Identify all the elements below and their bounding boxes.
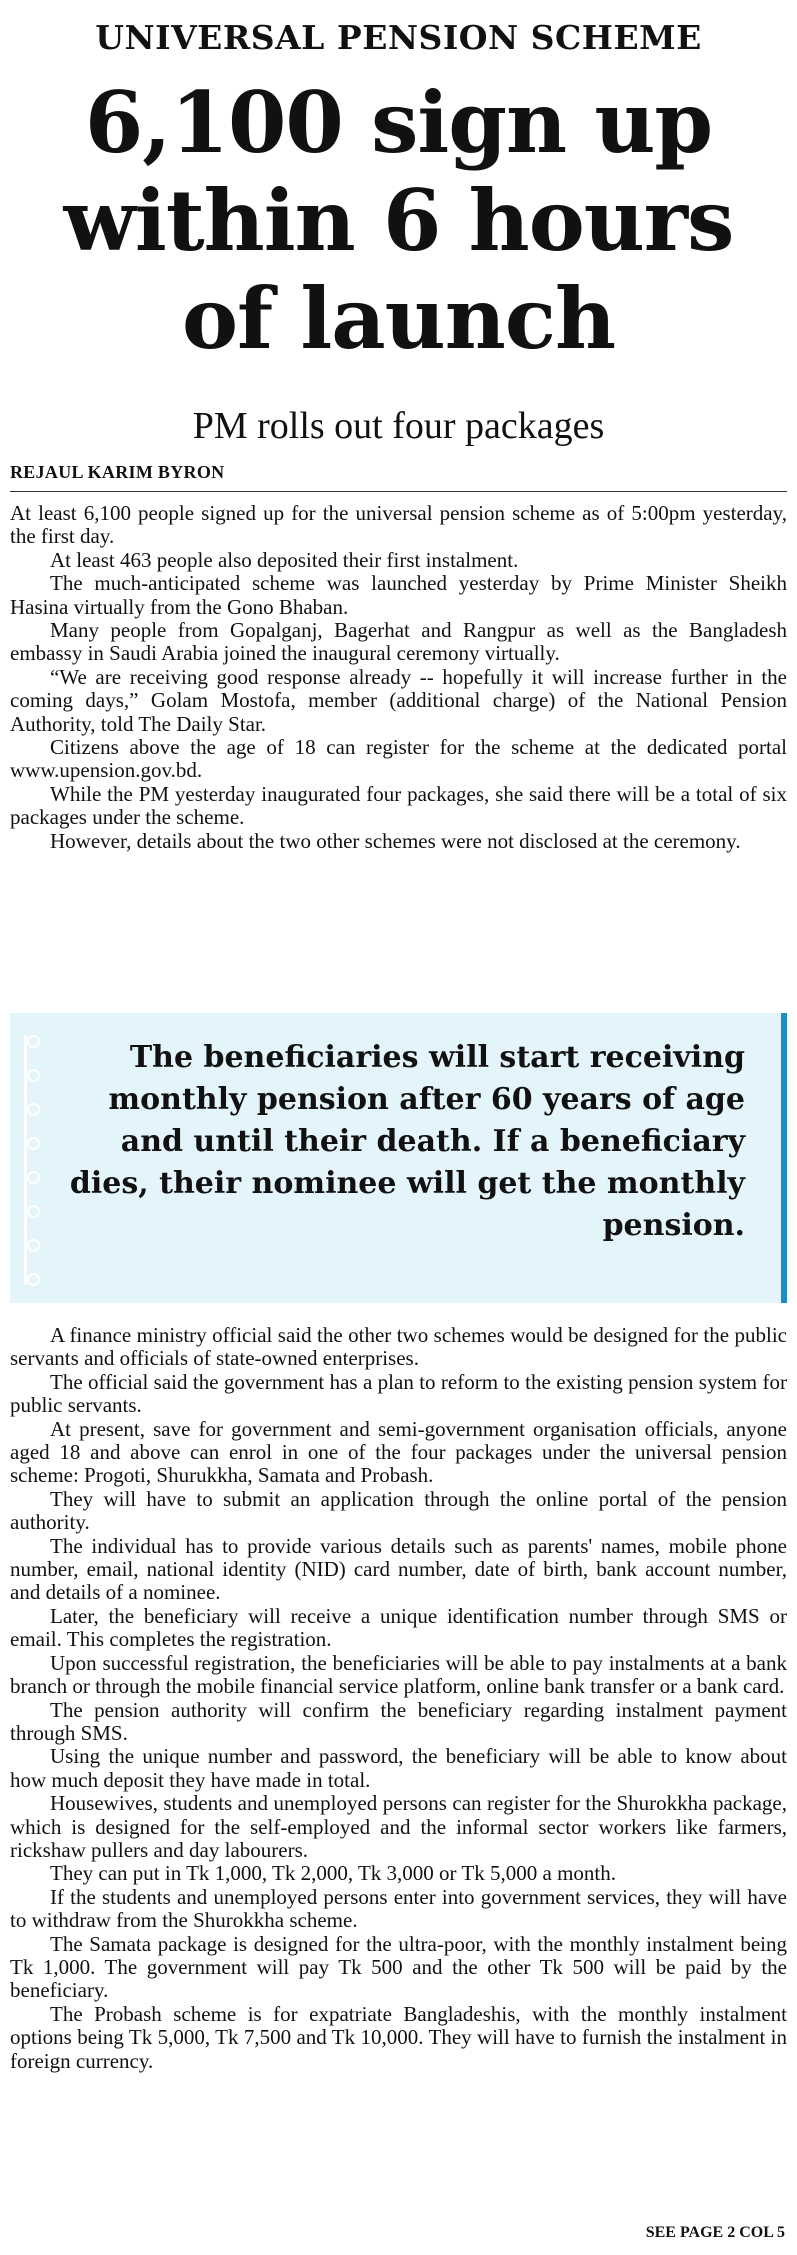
paragraph: A finance ministry official said the other two schemes would be designed for the public servants and officials of state-owned enterprises. (10, 1323, 787, 1371)
article-body-top (10, 502, 787, 853)
headline-line: 6,100 sign up (84, 73, 713, 172)
paragraph: The much-anticipated scheme was launched yesterday by Prime Minister Sheikh Hasina virtually from the Gono Bhaban. (10, 571, 787, 619)
subheadline: PM rolls out four packages (192, 405, 605, 447)
paragraph: At present, save for government and semi-government organisation officials, anyone aged 18 and above can enrol in one of the four packages under the universal pension scheme: Progoti, Shurukkha, Samata and Probash. (10, 1416, 787, 1488)
paragraph: Many people from Gopalganj, Bagerhat and Rangpur as well as the Bangladesh embassy in Saudi Arabia joined the inaugural ceremony virtually. (10, 618, 787, 666)
paragraph: Housewives, students and unemployed persons can register for the Shurokkha package, which is designed for the self-employed and the informal sector workers like farmers, rickshaw pullers and day labourers. (10, 1791, 787, 1862)
kicker: UNIVERSAL PENSION SCHEME (95, 18, 702, 57)
paragraph: The Probash scheme is for expatriate Bangladeshis, with the monthly instalment options being Tk 5,000, Tk 7,500 and Tk 10,000. They will have to furnish the instalment in foreign currency. (10, 2001, 787, 2073)
paragraph: Citizens above the age of 18 can register for the scheme at the dedicated portal www.upension.gov.bd. (10, 735, 787, 783)
article-body-bottom (10, 1324, 787, 2073)
paragraph: At least 6,100 people signed up for the universal pension scheme as of 5:00pm yesterday, the first day. (10, 501, 787, 549)
paragraph: However, details about the two other schemes were not disclosed at the ceremony. (50, 828, 741, 853)
pull-quote-box (10, 1013, 787, 1303)
paragraph: Later, the beneficiary will receive a unique identification number through SMS or email. This completes the registration. (10, 1603, 787, 1652)
paragraph: Using the unique number and password, the beneficiary will be able to know about how much deposit they have made in total. (10, 1744, 787, 1792)
paragraph: If the students and unemployed persons enter into government services, they will have to withdraw from the Shurokkha scheme. (10, 1884, 787, 1933)
decorative-dots-icon (22, 1035, 44, 1285)
paragraph: They can put in Tk 1,000, Tk 2,000, Tk 3,000 or Tk 5,000 a month. (50, 1861, 616, 1886)
byline: REJAUL KARIM BYRON (10, 462, 225, 482)
paragraph: The individual has to provide various details such as parents' names, mobile phone number, email, national identity (NID) card number, date of birth, bank account number, and details of a nominee. (10, 1533, 787, 1605)
paragraph: Upon successful registration, the beneficiaries will be able to pay instalments at a bank branch or through the mobile financial service platform, online bank transfer or a bank card. (10, 1650, 787, 1699)
paragraph: At least 463 people also deposited their first instalment. (50, 547, 519, 572)
pull-quote-accent-bar (781, 1013, 787, 1303)
pull-quote: The beneficiaries will start receiving monthly pension after 60 years of age and until their death. If a beneficiary dies, their nominee will get the monthly pension. (69, 1040, 745, 1243)
paragraph: They will have to submit an application through the online portal of the pension authority. (10, 1486, 787, 1535)
continuation-note: SEE PAGE 2 COL 5 (645, 2224, 785, 2241)
paragraph: While the PM yesterday inaugurated four packages, she said there will be a total of six packages under the scheme. (10, 781, 787, 830)
divider (10, 491, 787, 492)
paragraph: The pension authority will confirm the beneficiary regarding instalment payment through SMS. (10, 1697, 787, 1745)
headline (0, 74, 797, 368)
headline-line: within 6 hours (63, 171, 734, 270)
headline-line: of launch (181, 269, 616, 368)
paragraph: “We are receiving good response already -- hopefully it will increase further in the coming days,” Golam Mostofa, member (additional charge) of the National Pension Authority, told The Daily Star. (10, 664, 787, 736)
paragraph: The Samata package is designed for the ultra-poor, with the monthly instalment being Tk 1,000. The government will pay Tk 500 and the other Tk 500 will be paid by the beneficiary. (10, 1931, 787, 2003)
paragraph: The official said the government has a plan to reform to the existing pension system for public servants. (10, 1369, 787, 1418)
